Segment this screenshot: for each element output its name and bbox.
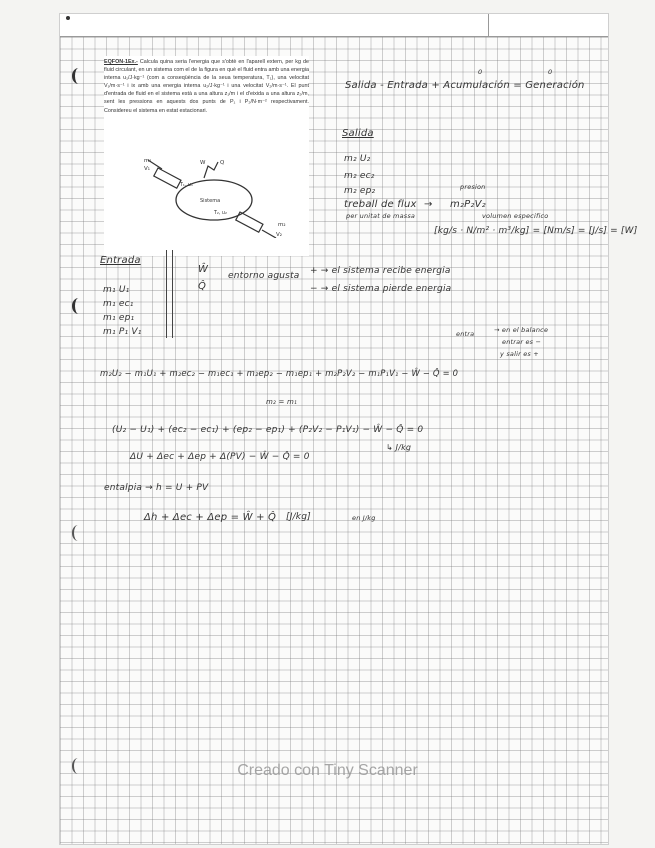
sheet-header-band (60, 14, 608, 37)
heat-hat-symbol: Q̂ (198, 281, 207, 292)
sign-minus-note: − → el sistema pierde energia (310, 284, 452, 294)
flux-work-term: m₂P₂V₂ (450, 199, 486, 210)
enthalpy-balance-units: [J/kg] (286, 512, 311, 522)
enthalpy-balance: Δh + Δec + Δep = Ŵ + Q̂ (144, 512, 277, 523)
diagram-inlet-state: T₁, u₁ (180, 183, 193, 188)
salida-term-internal: m₂ U₂ (344, 154, 371, 164)
divider-line-2 (172, 250, 173, 338)
energy-balance-expanded: m₂U₂ − m₁U₁ + m₂ec₂ − m₁ec₁ + m₂ep₂ − m₁ep₁ + m₂P₂V₂ − m₁P₁V₁ − Ŵ − Q̂ = 0 (100, 368, 459, 378)
enthalpy-definition: entalpia → h = U + PV (104, 483, 209, 493)
specific-volume-note: volumen especifico (482, 212, 549, 220)
binder-hole-1 (72, 68, 85, 84)
per-mass-note: per unitat de massa (346, 212, 416, 220)
diagram-m2: m₂ (278, 222, 286, 228)
problem-statement-box (104, 56, 309, 256)
work-hat-symbol: Ŵ (198, 264, 209, 275)
diagram-v2: V₂ (276, 232, 282, 238)
mass-equality: m₂ = m₁ (266, 398, 297, 406)
entrada-term-internal: m₁ U₁ (103, 285, 130, 295)
energy-balance-deltas: ΔU + Δec + Δep + Δ(PV) − Ŵ − Q̂ = 0 (130, 452, 310, 462)
flux-arrow: → (424, 199, 433, 210)
entrada-term-kinetic: m₁ ec₁ (103, 299, 134, 309)
diagram-m1: m₁ (144, 158, 152, 164)
salida-term-potential: m₂ ep₂ (344, 186, 376, 196)
divider-line-1 (166, 250, 167, 338)
balance-equation: Salida - Entrada + Acumulación = Generación (345, 80, 585, 91)
diagram-system-label: Sistema (200, 198, 221, 204)
zero-mark-accumulation: 0 (478, 68, 483, 76)
enthalpy-balance-tail: en J/kg (352, 514, 376, 522)
diagram-v1: V₁ (144, 166, 150, 172)
energy-balance-per-mass: (U₂ − U₁) + (ec₂ − ec₁) + (ep₂ − ep₁) + (P₂V₂ − P₁V₁) − Ŵ − Q̂ = 0 (112, 425, 424, 435)
salida-term-kinetic: m₂ ec₂ (344, 171, 375, 181)
problem-text (104, 56, 309, 115)
problem-code: EQFON-1Ex.- (104, 59, 138, 65)
system-diagram (144, 156, 294, 238)
entrada-heading: Entrada (100, 255, 141, 266)
units-derivation: [kg/s · N/m² · m³/kg] = [Nm/s] = [J/s] = [W] (434, 226, 638, 236)
entrada-term-flux: m₁ P₁ V₁ (103, 327, 142, 337)
diagram-outlet-state: T₂, u₂ (214, 211, 227, 216)
scanner-watermark: Creado con Tiny Scanner (237, 762, 418, 779)
binder-hole-3 (72, 525, 84, 541)
pressure-note: presion (460, 183, 486, 191)
per-mass-units: ↳ J/kg (386, 443, 412, 452)
entorno-note: entorno agusta (228, 271, 300, 281)
sign-plus-note: + → el sistema recibe energia (310, 266, 451, 276)
balance-sign-note-1: → en el balance (494, 326, 549, 334)
flux-work-label: treball de flux (344, 199, 417, 210)
problem-body: Calcula quina seria l'energia que s'obtè en l'aparell extern, per kg de fluid circulant, en un sistema com el de la figura en què el fluid entra amb una energia interna u₁/J·kg⁻¹ (com a conseqüència de la seua temperatura, T₁), una velocitat V₁/m·s⁻¹ i ix amb una energia interna u₂/J·kg⁻¹ i una velocitat V₂/m·s⁻¹. El punt d'entrada de fluid en el sistema està a una altura z₁/m i el d'eixida a una altura z₂/m, sent les pressions en aquests dos punts de P₁ i P₂/N·m⁻² respectivament. Considereu el sistema en estat estacionari. (104, 59, 309, 114)
diagram-q: Q (220, 160, 225, 166)
binder-hole-2 (72, 298, 85, 314)
salida-heading: Salida (342, 128, 374, 139)
balance-sign-note-2: entrar es − (502, 338, 542, 346)
balance-sign-note-3: y salir es + (500, 350, 539, 358)
entrada-term-potential: m₁ ep₁ (103, 313, 135, 323)
zero-mark-generation: 0 (548, 68, 553, 76)
entra-note: entra (456, 330, 475, 338)
scan-speck (66, 16, 70, 20)
diagram-w: W (200, 160, 206, 166)
